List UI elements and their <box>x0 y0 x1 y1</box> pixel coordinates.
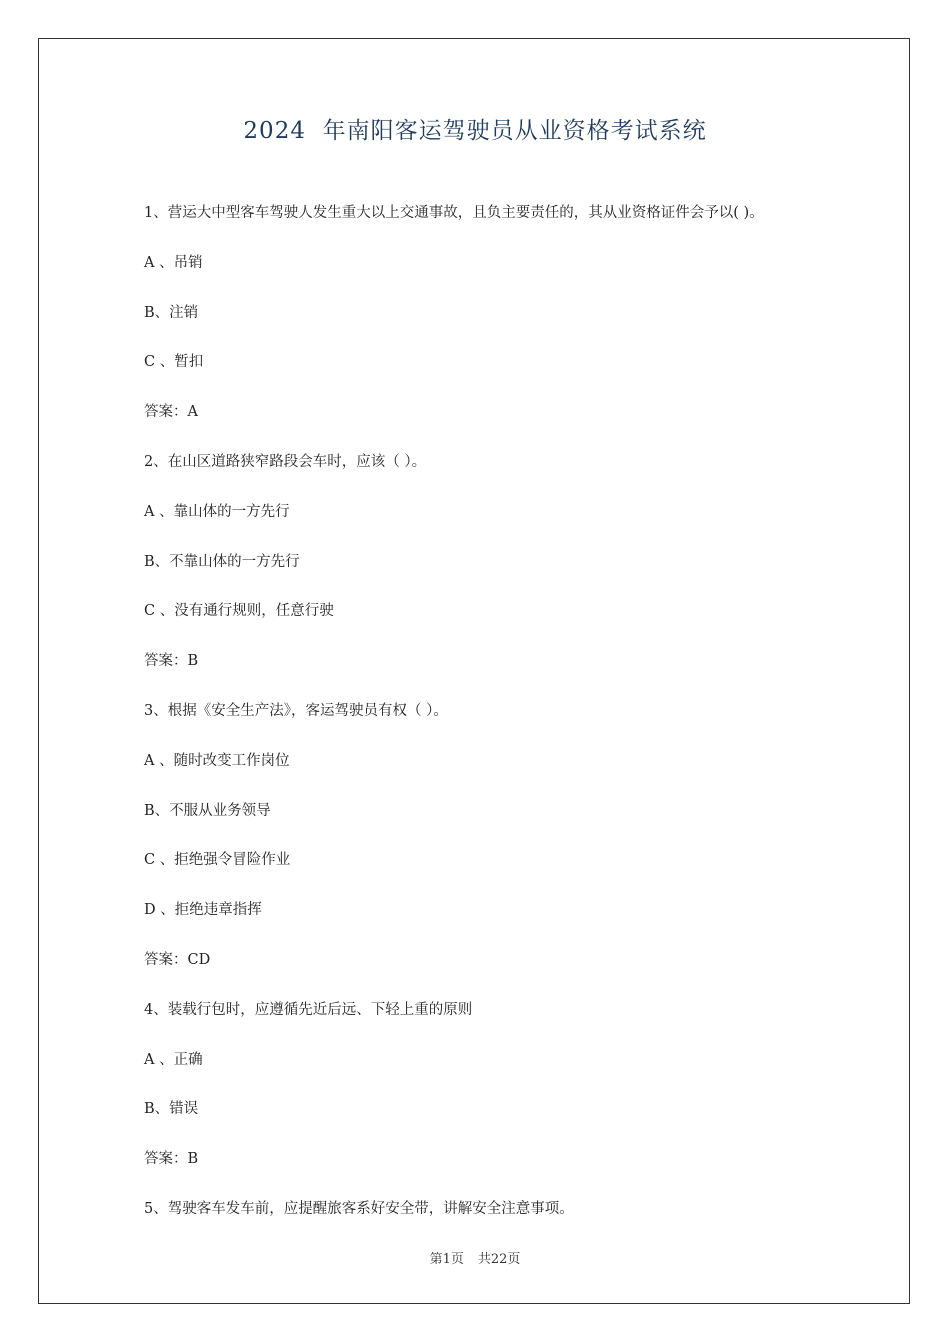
question-3-option-b: B、不服从业务领导 <box>144 802 271 819</box>
question-3-answer: 答案：CD <box>144 951 211 968</box>
question-3-text: 3、根据《安全生产法》，客运驾驶员有权（ ）。 <box>144 702 448 719</box>
question-4-option-b: B、错误 <box>144 1101 199 1118</box>
page-number: 第1页 <box>429 1252 464 1267</box>
page-total: 共22页 <box>477 1252 521 1267</box>
question-4-answer: 答案：B <box>144 1151 199 1168</box>
question-2-option-c: C 、没有通行规则，任意行驶 <box>144 603 334 620</box>
question-3-option-c: C 、拒绝强令冒险作业 <box>144 852 291 869</box>
question-2-text: 2、在山区道路狭窄路段会车时，应该（ ）。 <box>144 453 427 470</box>
question-3-option-a: A 、随时改变工作岗位 <box>144 752 290 769</box>
page-footer <box>0 1248 950 1267</box>
question-2-option-a: A 、靠山体的一方先行 <box>144 503 290 520</box>
question-4-text: 4、装载行包时，应遵循先近后远、下轻上重的原则 <box>144 1001 473 1018</box>
question-list <box>144 200 844 1246</box>
question-1-option-a: A 、吊销 <box>144 254 203 271</box>
question-1-option-b: B、注销 <box>144 304 199 321</box>
question-2-option-b: B、不靠山体的一方先行 <box>144 553 300 570</box>
question-1-text: 1、营运大中型客车驾驶人发生重大以上交通事故，且负主要责任的，其从业资格证件会予以( )。 <box>144 205 764 221</box>
question-2-answer: 答案：B <box>144 653 199 670</box>
question-3-option-d: D 、拒绝违章指挥 <box>144 902 262 919</box>
question-1-option-c: C 、暂扣 <box>144 354 204 371</box>
document-title: 2024 年南阳客运驾驶员从业资格考试系统 <box>243 118 707 144</box>
question-4-option-a: A 、正确 <box>144 1051 203 1068</box>
question-1-answer: 答案：A <box>144 404 198 421</box>
question-5-text: 5、驾驶客车发车前，应提醒旅客系好安全带，讲解安全注意事项。 <box>144 1200 574 1217</box>
